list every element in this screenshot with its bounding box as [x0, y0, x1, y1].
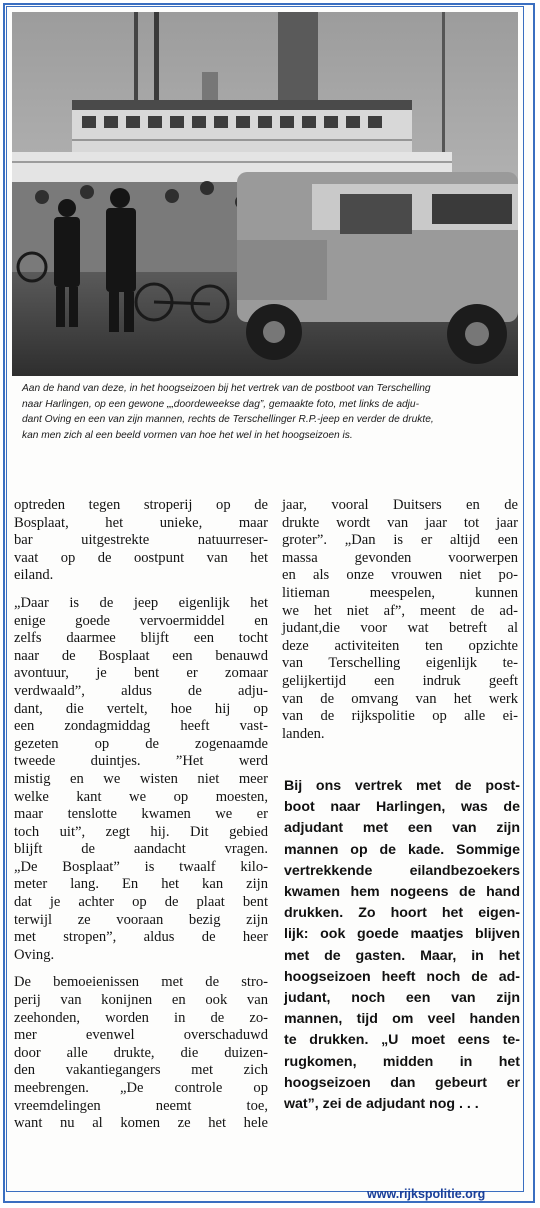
paragraph: [14, 595, 268, 964]
text-line: gelijkertijd een indruk geeft: [282, 672, 518, 689]
text-line: want nu al komen ze het hele: [14, 1115, 268, 1132]
text-line: enige goede vervoermiddel en: [14, 612, 268, 629]
text-line: zeehonden, worden in de zo-: [14, 1009, 268, 1026]
text-line: dat je achter op de plaat bent: [14, 894, 268, 911]
text-line: naar de Bosplaat een benauwd: [14, 647, 268, 664]
text-line: van Terschelling eigenlijk te-: [282, 655, 518, 672]
paragraph: [14, 497, 268, 585]
text-line: een zondagmiddag heeft vast-: [14, 718, 268, 735]
paragraph: [282, 497, 518, 743]
text-line: Bosplaat, het unieke, maar: [14, 514, 268, 531]
text-line: wat”, zei de adjudant nog . . .: [284, 1096, 479, 1113]
text-line: judant,die voor wat betreft al: [282, 620, 518, 637]
text-line: meebrengen. „De controle op: [14, 1080, 268, 1096]
text-line: vreemdelingen neemt toe,: [14, 1097, 268, 1114]
text-line: groter”. „Dan is er altijd een: [282, 532, 518, 549]
text-line: maar tenslotte kwamen we er: [14, 806, 268, 823]
text-line: perij van konijnen en ook van: [14, 992, 268, 1009]
text-line: met de gasten. Maar, in het: [284, 947, 520, 964]
text-line: dant, die vertelt, hoe hij op: [14, 700, 268, 717]
text-line: gezeten op de zogenaamde: [14, 735, 268, 752]
text-line: rugkomen, midden in het: [284, 1053, 520, 1070]
text-line: toch uit”, zegt hij. Dit gebied: [14, 823, 268, 840]
photo-caption: [22, 381, 518, 443]
text-line: hoogseizoen dan gebeurt er: [284, 1074, 520, 1091]
text-line: eiland.: [14, 567, 54, 584]
text-line: te drukken. „U moet eens te-: [284, 1032, 520, 1049]
text-line: adjudant met een van zijn: [284, 820, 520, 837]
text-line: van de omvang van het werk: [282, 690, 518, 707]
text-line: met stropen”, aldus de heer: [14, 929, 268, 946]
caption-line: Aan de hand van deze, in het hoogseizoen bij het vertrek van de postboot van Terschelling: [22, 383, 431, 394]
text-line: jaar, vooral Duitsers en de: [282, 497, 518, 513]
text-line: we het niet af”, meent de ad-: [282, 602, 518, 619]
text-line: terwijl ze vooraan bezig zijn: [14, 911, 268, 928]
text-line: optreden tegen stroperij op de: [14, 497, 268, 513]
bold-paragraph: [284, 776, 520, 1115]
text-line: vaat op de oostpunt van het: [14, 549, 268, 566]
text-line: „De Bosplaat” is twaalf kilo-: [14, 858, 268, 875]
text-line: tweede duintjes. ”Het werd: [14, 753, 268, 770]
left-column: [14, 497, 268, 1133]
text-line: mannen, tijd om veel handen: [284, 1011, 520, 1028]
text-line: boot naar Harlingen, was de: [284, 799, 520, 816]
text-line: en als onze vrouwen niet po-: [282, 567, 518, 584]
text-line: massa gevonden voorwerpen: [282, 549, 518, 566]
text-line: De bemoeienissen met de stro-: [14, 974, 268, 991]
text-line: welke kant we op moesten,: [14, 788, 268, 805]
text-line: avontuur, je bent er zomaar: [14, 665, 268, 682]
text-line: mistig en we wisten niet meer: [14, 770, 268, 787]
text-line: mannen op de kade. Sommige: [284, 841, 520, 858]
text-line: drukte wordt van jaar tot jaar: [282, 514, 518, 531]
website-link[interactable]: www.rijkspolitie.org: [367, 1187, 486, 1201]
text-line: drukken. Zo hoort het eigen-: [284, 905, 520, 922]
text-line: door alle drukte, die duizen-: [14, 1044, 268, 1061]
text-line: judant, noch een van zijn: [284, 990, 520, 1007]
text-line: mer evenwel overschaduwd: [14, 1027, 268, 1044]
text-line: van de rijkspolitie op alle ei-: [282, 708, 518, 725]
text-line: litieman meespelen, kunnen: [282, 584, 518, 601]
text-line: blijft de aandacht vragen.: [14, 841, 268, 858]
text-line: Bij ons vertrek met de post-: [284, 778, 520, 794]
text-line: kwamen hem nogeens de hand: [284, 884, 520, 901]
text-line: Oving.: [14, 946, 55, 963]
text-line: „Daar is de jeep eigenlijk het: [14, 594, 268, 611]
right-column: [282, 497, 518, 743]
text-line: verdwaald”, aldus de adju-: [14, 682, 268, 699]
text-line: meter lang. En het kan zijn: [14, 876, 268, 893]
caption-line: dant Oving en een van zijn mannen, rechts de Terschellinger R.P.-jeep en verder de drukte,: [22, 414, 434, 425]
text-line: hoogseizoen heeft noch de ad-: [284, 968, 520, 985]
text-line: deze activiteiten ten opzichte: [282, 637, 518, 654]
caption-line: kan men zich al een beeld vormen van hoe het wel in het hoogseizoen is.: [22, 429, 353, 441]
text-line: zelfs daarmee blijft een tocht: [14, 630, 268, 647]
text-line: bar uitgestrekte natuurreser-: [14, 532, 268, 549]
paragraph: [14, 974, 268, 1132]
text-line: landen.: [282, 725, 325, 742]
text-line: vertrekkende eilandbezoekers: [284, 862, 520, 879]
harbor-photo: [12, 12, 518, 376]
text-line: den vakantiegangers met zich: [14, 1062, 268, 1079]
caption-line: naar Harlingen, op een gewone „„doordeweekse dag”, gemaakte foto, met links de adju-: [22, 398, 419, 410]
text-line: lijk: ook goede maatjes blijven: [284, 926, 520, 943]
